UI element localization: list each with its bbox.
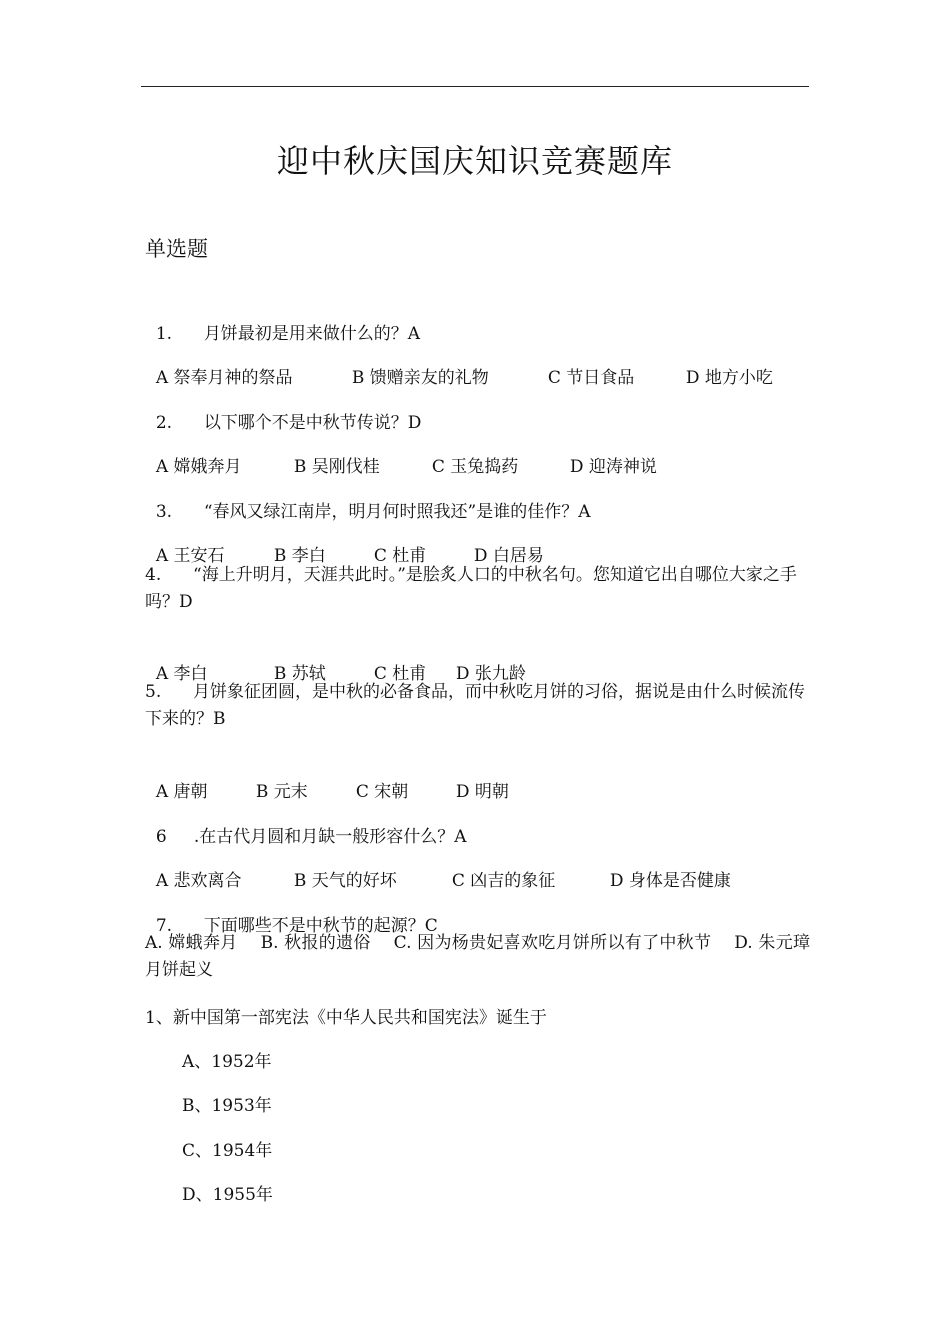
option-d: D 白居易 — [473, 546, 544, 566]
option-a: A 唐朝 — [155, 782, 208, 802]
question-number: 7. — [155, 916, 173, 936]
question-4 — [145, 562, 810, 616]
option-a: A 王安石 — [155, 546, 225, 566]
option-c: C 宋朝 — [355, 782, 409, 802]
option-a: A 李白 — [155, 664, 208, 684]
option-a: A 悲欢离合 — [155, 871, 242, 891]
question-number: 4. — [145, 565, 162, 585]
question-number: 3. — [155, 502, 173, 522]
option-d: D 地方小吃 — [685, 368, 773, 388]
question-text: “春风又绿江南岸，明月何时照我还”是谁的佳作？A — [203, 502, 591, 522]
question-text: 下面哪些不是中秋节的起源？C — [203, 916, 438, 936]
document-title: 迎中秋庆国庆知识竞赛题库 — [276, 142, 673, 180]
question-number: 5. — [145, 682, 162, 702]
national-day-option-c: C、1954年 — [182, 1141, 273, 1161]
national-day-option-d: D、1955年 — [182, 1185, 273, 1205]
option-a: A 祭奉月神的祭品 — [155, 368, 293, 388]
option-c: C 杜甫 — [373, 546, 427, 566]
option-c: C 节日食品 — [547, 368, 635, 388]
question-text: 月饼象征团圆，是中秋的必备食品，而中秋吃月饼的习俗，据说是由什么时候流传下来的？B — [145, 682, 805, 729]
national-day-question: 1、新中国第一部宪法《中华人民共和国宪法》诞生于 — [145, 1008, 547, 1028]
question-number: 6 — [155, 827, 167, 847]
option-d: D 身体是否健康 — [609, 871, 731, 891]
question-text: 以下哪个不是中秋节传说？D — [203, 413, 422, 433]
option-b: B 馈赠亲友的礼物 — [351, 368, 489, 388]
option-d: D 张九龄 — [455, 664, 526, 684]
question-text: “海上升明月，天涯共此时。”是脍炙人口的中秋名句。您知道它出自哪位大家之手吗？D — [145, 565, 797, 612]
option-d: D 明朝 — [455, 782, 509, 802]
option-a: A 嫦娥奔月 — [155, 457, 242, 477]
option-c: C 玉兔捣药 — [431, 457, 519, 477]
section-heading: 单选题 — [145, 237, 208, 261]
question-text: .在古代月圆和月缺一般形容什么？A — [193, 827, 467, 847]
option-b: B 天气的好坏 — [293, 871, 397, 891]
option-d: D 迎涛神说 — [569, 457, 657, 477]
question-number: 1. — [155, 324, 173, 344]
header-rule — [141, 86, 809, 87]
option-c: C 杜甫 — [373, 664, 427, 684]
national-day-option-b: B、1953年 — [182, 1096, 272, 1116]
question-number: 2. — [155, 413, 173, 433]
option-b: B 元末 — [255, 782, 308, 802]
option-b: B 李白 — [273, 546, 326, 566]
national-day-option-a: A、1952年 — [182, 1052, 272, 1072]
question-7-options: A. 嫦蛾奔月 B. 秋报的遗俗 C. 因为杨贵妃喜欢吃月饼所以有了中秋节 D. 朱元璋月饼起义 — [145, 933, 810, 980]
option-c: C 凶吉的象征 — [451, 871, 556, 891]
question-text: 月饼最初是用来做什么的？A — [203, 324, 421, 344]
option-b: B 苏轼 — [273, 664, 326, 684]
question-5 — [145, 679, 810, 733]
option-b: B 吴刚伐桂 — [293, 457, 380, 477]
